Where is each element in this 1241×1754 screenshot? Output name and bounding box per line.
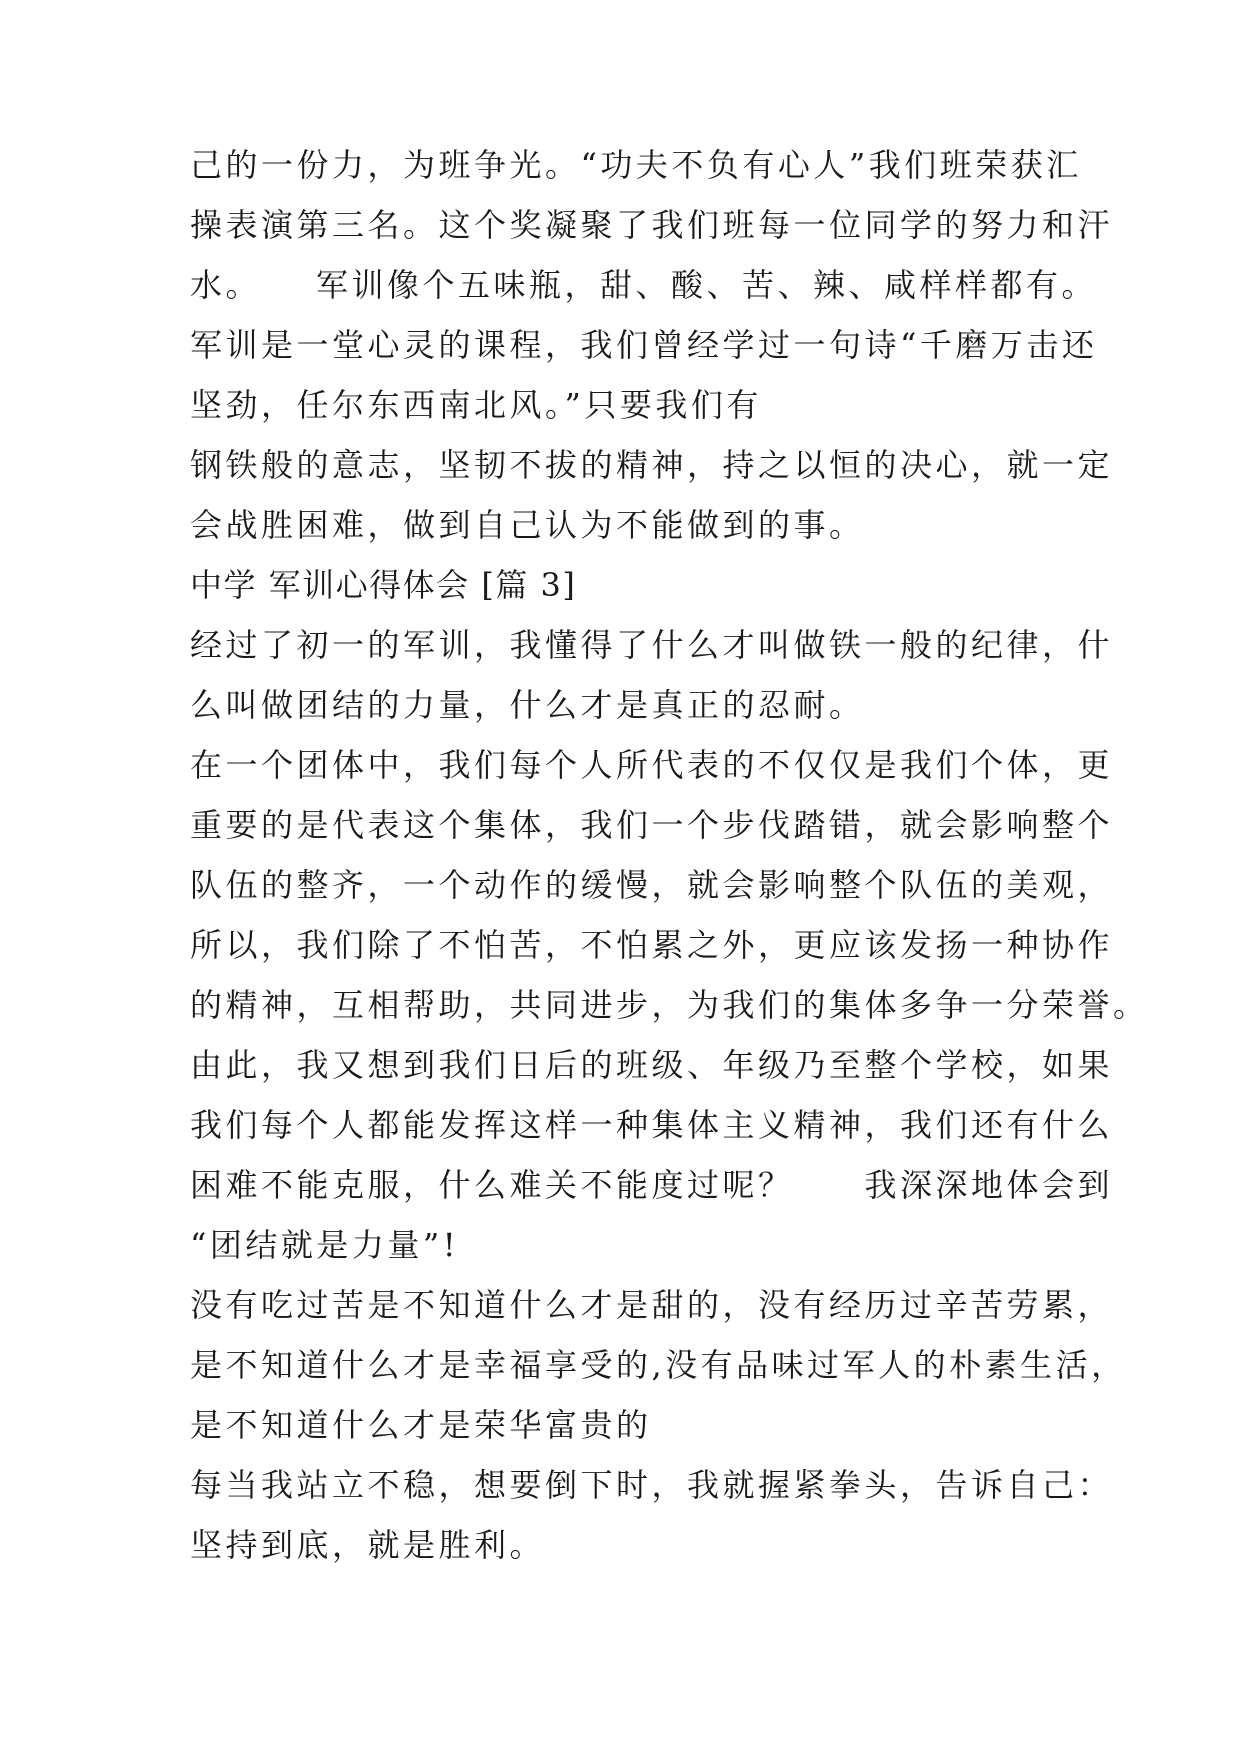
text-line: “团结就是力量”! bbox=[190, 1226, 460, 1264]
text-line: 钢铁般的意志，坚韧不拔的精神，持之以恒的决心，就一定 bbox=[190, 446, 1114, 484]
text-line: 么叫做团结的力量，什么才是真正的忍耐。 bbox=[190, 686, 865, 724]
text-line: 所以，我们除了不怕苦，不怕累之外，更应该发扬一种协作 bbox=[190, 926, 1114, 964]
text-line: 坚劲，任尔东西南北风。”只要我们有 bbox=[190, 386, 762, 424]
text-line: 操表演第三名。这个奖凝聚了我们班每一位同学的努力和汗 bbox=[190, 206, 1114, 244]
text-line: 坚持到底，就是胜利。 bbox=[190, 1526, 546, 1564]
text-line: 困难不能克服，什么难关不能度过呢？ 我深深地体会到 bbox=[190, 1166, 1114, 1204]
text-line: 是不知道什么才是幸福享受的,没有品味过军人的朴素生活， bbox=[190, 1346, 1127, 1384]
text-line: 经过了初一的军训，我懂得了什么才叫做铁一般的纪律，什 bbox=[190, 626, 1114, 664]
section-heading: 中学 军训心得体会 [篇 3] bbox=[190, 566, 577, 604]
text-line: 队伍的整齐，一个动作的缓慢，就会影响整个队伍的美观， bbox=[190, 866, 1114, 904]
text-line: 己的一份力，为班争光。“功夫不负有心人”我们班荣获汇 bbox=[190, 146, 1082, 184]
text-line: 水。 军训像个五味瓶，甜、酸、苦、辣、咸样样都有。 bbox=[190, 266, 1098, 304]
text-line: 会战胜困难，做到自己认为不能做到的事。 bbox=[190, 506, 865, 544]
text-line: 每当我站立不稳，想要倒下时，我就握紧拳头，告诉自己： bbox=[190, 1466, 1114, 1504]
text-line: 军训是一堂心灵的课程，我们曾经学过一句诗“千磨万击还 bbox=[190, 326, 1098, 364]
text-line: 是不知道什么才是荣华富贵的 bbox=[190, 1406, 652, 1444]
text-line: 我们每个人都能发挥这样一种集体主义精神，我们还有什么 bbox=[190, 1106, 1114, 1144]
text-line: 由此，我又想到我们日后的班级、年级乃至整个学校，如果 bbox=[190, 1046, 1114, 1084]
text-line: 的精神，互相帮助，共同进步，为我们的集体多争一分荣誉。 bbox=[190, 986, 1149, 1024]
text-line: 重要的是代表这个集体，我们一个步伐踏错，就会影响整个 bbox=[190, 806, 1114, 844]
text-line: 在一个团体中，我们每个人所代表的不仅仅是我们个体，更 bbox=[190, 746, 1114, 784]
text-line: 没有吃过苦是不知道什么才是甜的，没有经历过辛苦劳累， bbox=[190, 1286, 1114, 1324]
